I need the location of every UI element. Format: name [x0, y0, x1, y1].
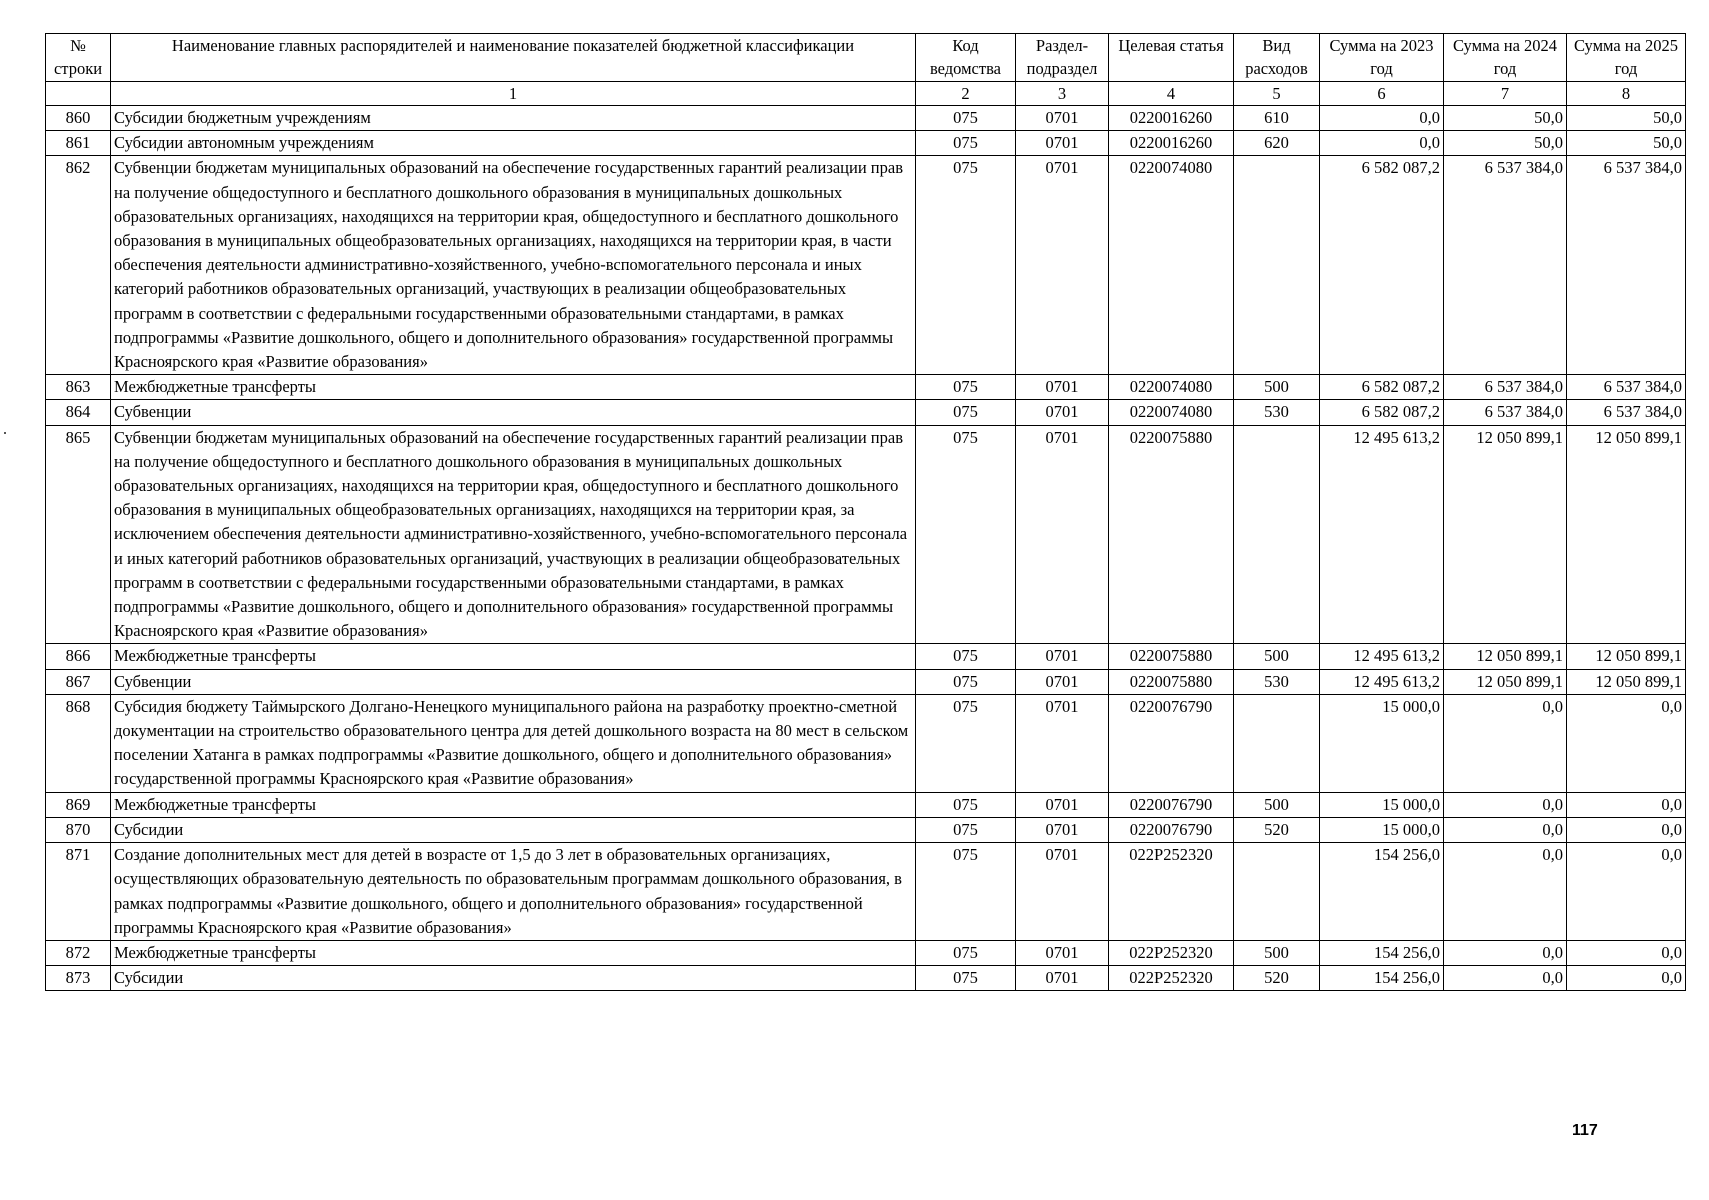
row-name: Межбюджетные трансферты	[111, 940, 916, 965]
column-number	[46, 82, 111, 106]
row-expense-type: 530	[1234, 400, 1320, 425]
row-name: Субвенции	[111, 669, 916, 694]
row-number: 861	[46, 131, 111, 156]
table-row	[46, 817, 1686, 842]
row-sum-2025: 6 537 384,0	[1567, 156, 1686, 375]
row-dept-code: 075	[916, 669, 1016, 694]
row-name: Субсидии	[111, 966, 916, 991]
page-number: 117	[1572, 1122, 1598, 1139]
table-row	[46, 106, 1686, 131]
row-expense-type	[1234, 694, 1320, 792]
row-sum-2025: 50,0	[1567, 131, 1686, 156]
row-dept-code: 075	[916, 400, 1016, 425]
table-header	[46, 34, 1686, 106]
row-expense-type	[1234, 156, 1320, 375]
header-sum-2023: Сумма на 2023 год	[1320, 34, 1444, 82]
header-section: Раздел-подраздел	[1016, 34, 1109, 82]
row-dept-code: 075	[916, 156, 1016, 375]
row-expense-type: 520	[1234, 817, 1320, 842]
row-sum-2024: 0,0	[1444, 694, 1567, 792]
header-row-no: № строки	[46, 34, 111, 82]
row-sum-2024: 0,0	[1444, 843, 1567, 941]
row-number: 862	[46, 156, 111, 375]
row-sum-2023: 6 582 087,2	[1320, 400, 1444, 425]
table-row	[46, 131, 1686, 156]
row-number: 873	[46, 966, 111, 991]
row-sum-2024: 6 537 384,0	[1444, 375, 1567, 400]
table-row	[46, 966, 1686, 991]
row-section: 0701	[1016, 966, 1109, 991]
row-sum-2023: 15 000,0	[1320, 694, 1444, 792]
column-number: 7	[1444, 82, 1567, 106]
row-sum-2025: 0,0	[1567, 792, 1686, 817]
row-name: Субсидии автономным учреждениям	[111, 131, 916, 156]
table-row	[46, 669, 1686, 694]
header-dept-code: Код ведомства	[916, 34, 1016, 82]
column-number: 8	[1567, 82, 1686, 106]
row-section: 0701	[1016, 694, 1109, 792]
row-target-article: 0220075880	[1109, 425, 1234, 644]
row-number: 860	[46, 106, 111, 131]
row-sum-2025: 12 050 899,1	[1567, 644, 1686, 669]
row-expense-type: 610	[1234, 106, 1320, 131]
row-sum-2025: 0,0	[1567, 966, 1686, 991]
row-dept-code: 075	[916, 131, 1016, 156]
row-target-article: 0220075880	[1109, 669, 1234, 694]
row-sum-2023: 12 495 613,2	[1320, 425, 1444, 644]
row-section: 0701	[1016, 669, 1109, 694]
row-sum-2024: 0,0	[1444, 792, 1567, 817]
row-number: 869	[46, 792, 111, 817]
row-dept-code: 075	[916, 425, 1016, 644]
table-row	[46, 375, 1686, 400]
column-number: 4	[1109, 82, 1234, 106]
header-expense-type: Вид расходов	[1234, 34, 1320, 82]
row-number: 866	[46, 644, 111, 669]
row-target-article: 0220016260	[1109, 131, 1234, 156]
row-sum-2023: 15 000,0	[1320, 792, 1444, 817]
row-expense-type: 500	[1234, 375, 1320, 400]
row-number: 863	[46, 375, 111, 400]
column-number: 1	[111, 82, 916, 106]
table-row	[46, 940, 1686, 965]
row-expense-type: 500	[1234, 644, 1320, 669]
row-target-article: 0220076790	[1109, 694, 1234, 792]
row-number: 868	[46, 694, 111, 792]
row-target-article: 0220074080	[1109, 156, 1234, 375]
budget-table	[45, 33, 1686, 991]
row-sum-2023: 12 495 613,2	[1320, 644, 1444, 669]
row-number: 870	[46, 817, 111, 842]
row-number: 871	[46, 843, 111, 941]
row-target-article: 022P252320	[1109, 940, 1234, 965]
row-sum-2025: 0,0	[1567, 940, 1686, 965]
row-sum-2024: 6 537 384,0	[1444, 156, 1567, 375]
row-section: 0701	[1016, 425, 1109, 644]
row-dept-code: 075	[916, 694, 1016, 792]
row-target-article: 0220074080	[1109, 400, 1234, 425]
row-dept-code: 075	[916, 106, 1016, 131]
row-dept-code: 075	[916, 792, 1016, 817]
row-expense-type: 620	[1234, 131, 1320, 156]
column-number: 3	[1016, 82, 1109, 106]
row-name: Субвенции	[111, 400, 916, 425]
column-number: 5	[1234, 82, 1320, 106]
row-sum-2025: 0,0	[1567, 694, 1686, 792]
row-section: 0701	[1016, 400, 1109, 425]
row-dept-code: 075	[916, 644, 1016, 669]
row-sum-2025: 6 537 384,0	[1567, 375, 1686, 400]
row-sum-2023: 15 000,0	[1320, 817, 1444, 842]
row-name: Субвенции бюджетам муниципальных образований на обеспечение государственных гарантий реализации прав на получение общедоступного и бесплатного дошкольного образования в муниципальных дошкольных образовательных организациях, находящихся на территории края, общедоступного и бесплатного дошкольного образования в муниципальных общеобразовательных организациях, находящихся на территории края, за исключением обеспечения деятельности административно-хозяйственного, учебно-вспомогательного персонала и иных категорий работников образовательных организаций, участвующих в реализации общеобразовательных программ в соответствии с федеральными государственными образовательными стандартами, в рамках подпрограммы «Развитие дошкольного, общего и дополнительного образования» государственной программы Красноярского края «Развитие образования»	[111, 425, 916, 644]
row-name: Субсидии	[111, 817, 916, 842]
row-name: Межбюджетные трансферты	[111, 644, 916, 669]
row-sum-2023: 0,0	[1320, 106, 1444, 131]
row-target-article: 022P252320	[1109, 843, 1234, 941]
row-number: 867	[46, 669, 111, 694]
row-name: Субсидии бюджетным учреждениям	[111, 106, 916, 131]
row-expense-type: 500	[1234, 792, 1320, 817]
table-row	[46, 400, 1686, 425]
row-sum-2023: 0,0	[1320, 131, 1444, 156]
row-target-article: 0220075880	[1109, 644, 1234, 669]
table-row	[46, 792, 1686, 817]
scan-speck	[4, 432, 6, 434]
row-section: 0701	[1016, 817, 1109, 842]
row-sum-2024: 6 537 384,0	[1444, 400, 1567, 425]
header-name: Наименование главных распорядителей и наименование показателей бюджетной классификации	[111, 34, 916, 82]
row-sum-2024: 0,0	[1444, 966, 1567, 991]
row-name: Субвенции бюджетам муниципальных образований на обеспечение государственных гарантий реализации прав на получение общедоступного и бесплатного дошкольного образования в муниципальных дошкольных образовательных организациях, находящихся на территории края, общедоступного и бесплатного дошкольного образования в муниципальных общеобразовательных организациях, находящихся на территории края, в части обеспечения деятельности административно-хозяйственного, учебно-вспомогательного персонала и иных категорий работников образовательных организаций, участвующих в реализации общеобразовательных программ в соответствии с федеральными государственными образовательными стандартами, в рамках подпрограммы «Развитие дошкольного, общего и дополнительного образования» государственной программы Красноярского края «Развитие образования»	[111, 156, 916, 375]
row-name: Межбюджетные трансферты	[111, 375, 916, 400]
row-dept-code: 075	[916, 843, 1016, 941]
row-dept-code: 075	[916, 966, 1016, 991]
row-sum-2024: 12 050 899,1	[1444, 425, 1567, 644]
table-body	[46, 106, 1686, 991]
row-expense-type: 520	[1234, 966, 1320, 991]
row-sum-2025: 50,0	[1567, 106, 1686, 131]
row-section: 0701	[1016, 792, 1109, 817]
row-sum-2024: 12 050 899,1	[1444, 644, 1567, 669]
row-sum-2023: 154 256,0	[1320, 940, 1444, 965]
header-target-article: Целевая статья	[1109, 34, 1234, 82]
row-target-article: 0220016260	[1109, 106, 1234, 131]
row-sum-2025: 6 537 384,0	[1567, 400, 1686, 425]
row-number: 872	[46, 940, 111, 965]
row-dept-code: 075	[916, 817, 1016, 842]
row-section: 0701	[1016, 940, 1109, 965]
row-expense-type: 530	[1234, 669, 1320, 694]
row-sum-2025: 0,0	[1567, 843, 1686, 941]
table-row	[46, 644, 1686, 669]
row-sum-2023: 6 582 087,2	[1320, 156, 1444, 375]
row-section: 0701	[1016, 375, 1109, 400]
row-target-article: 0220076790	[1109, 792, 1234, 817]
budget-document	[45, 33, 1685, 991]
row-sum-2024: 0,0	[1444, 940, 1567, 965]
row-sum-2024: 0,0	[1444, 817, 1567, 842]
row-sum-2023: 12 495 613,2	[1320, 669, 1444, 694]
row-number: 865	[46, 425, 111, 644]
header-sum-2025: Сумма на 2025 год	[1567, 34, 1686, 82]
row-sum-2023: 6 582 087,2	[1320, 375, 1444, 400]
row-sum-2024: 12 050 899,1	[1444, 669, 1567, 694]
table-row	[46, 156, 1686, 375]
row-sum-2023: 154 256,0	[1320, 843, 1444, 941]
row-sum-2024: 50,0	[1444, 106, 1567, 131]
table-row	[46, 694, 1686, 792]
row-target-article: 0220074080	[1109, 375, 1234, 400]
row-section: 0701	[1016, 106, 1109, 131]
row-sum-2024: 50,0	[1444, 131, 1567, 156]
row-target-article: 022P252320	[1109, 966, 1234, 991]
row-sum-2023: 154 256,0	[1320, 966, 1444, 991]
row-sum-2025: 12 050 899,1	[1567, 425, 1686, 644]
row-number: 864	[46, 400, 111, 425]
row-expense-type	[1234, 843, 1320, 941]
table-row	[46, 843, 1686, 941]
row-sum-2025: 12 050 899,1	[1567, 669, 1686, 694]
table-row	[46, 425, 1686, 644]
row-expense-type	[1234, 425, 1320, 644]
column-number: 6	[1320, 82, 1444, 106]
row-sum-2025: 0,0	[1567, 817, 1686, 842]
row-name: Создание дополнительных мест для детей в возрасте от 1,5 до 3 лет в образовательных организациях, осуществляющих образовательную деятельность по образовательным программам дошкольного образования, в рамках подпрограммы «Развитие дошкольного, общего и дополнительного образования» государственной программы Красноярского края «Развитие образования»	[111, 843, 916, 941]
column-number: 2	[916, 82, 1016, 106]
row-expense-type: 500	[1234, 940, 1320, 965]
row-name: Субсидия бюджету Таймырского Долгано-Ненецкого муниципального района на разработку проектно-сметной документации на строительство образовательного центра для детей дошкольного возраста на 80 мест в сельском поселении Хатанга в рамках подпрограммы «Развитие дошкольного, общего и дополнительного образования» государственной программы Красноярского края «Развитие образования»	[111, 694, 916, 792]
header-sum-2024: Сумма на 2024 год	[1444, 34, 1567, 82]
row-name: Межбюджетные трансферты	[111, 792, 916, 817]
row-section: 0701	[1016, 131, 1109, 156]
row-dept-code: 075	[916, 375, 1016, 400]
row-dept-code: 075	[916, 940, 1016, 965]
row-target-article: 0220076790	[1109, 817, 1234, 842]
row-section: 0701	[1016, 644, 1109, 669]
row-section: 0701	[1016, 843, 1109, 941]
row-section: 0701	[1016, 156, 1109, 375]
